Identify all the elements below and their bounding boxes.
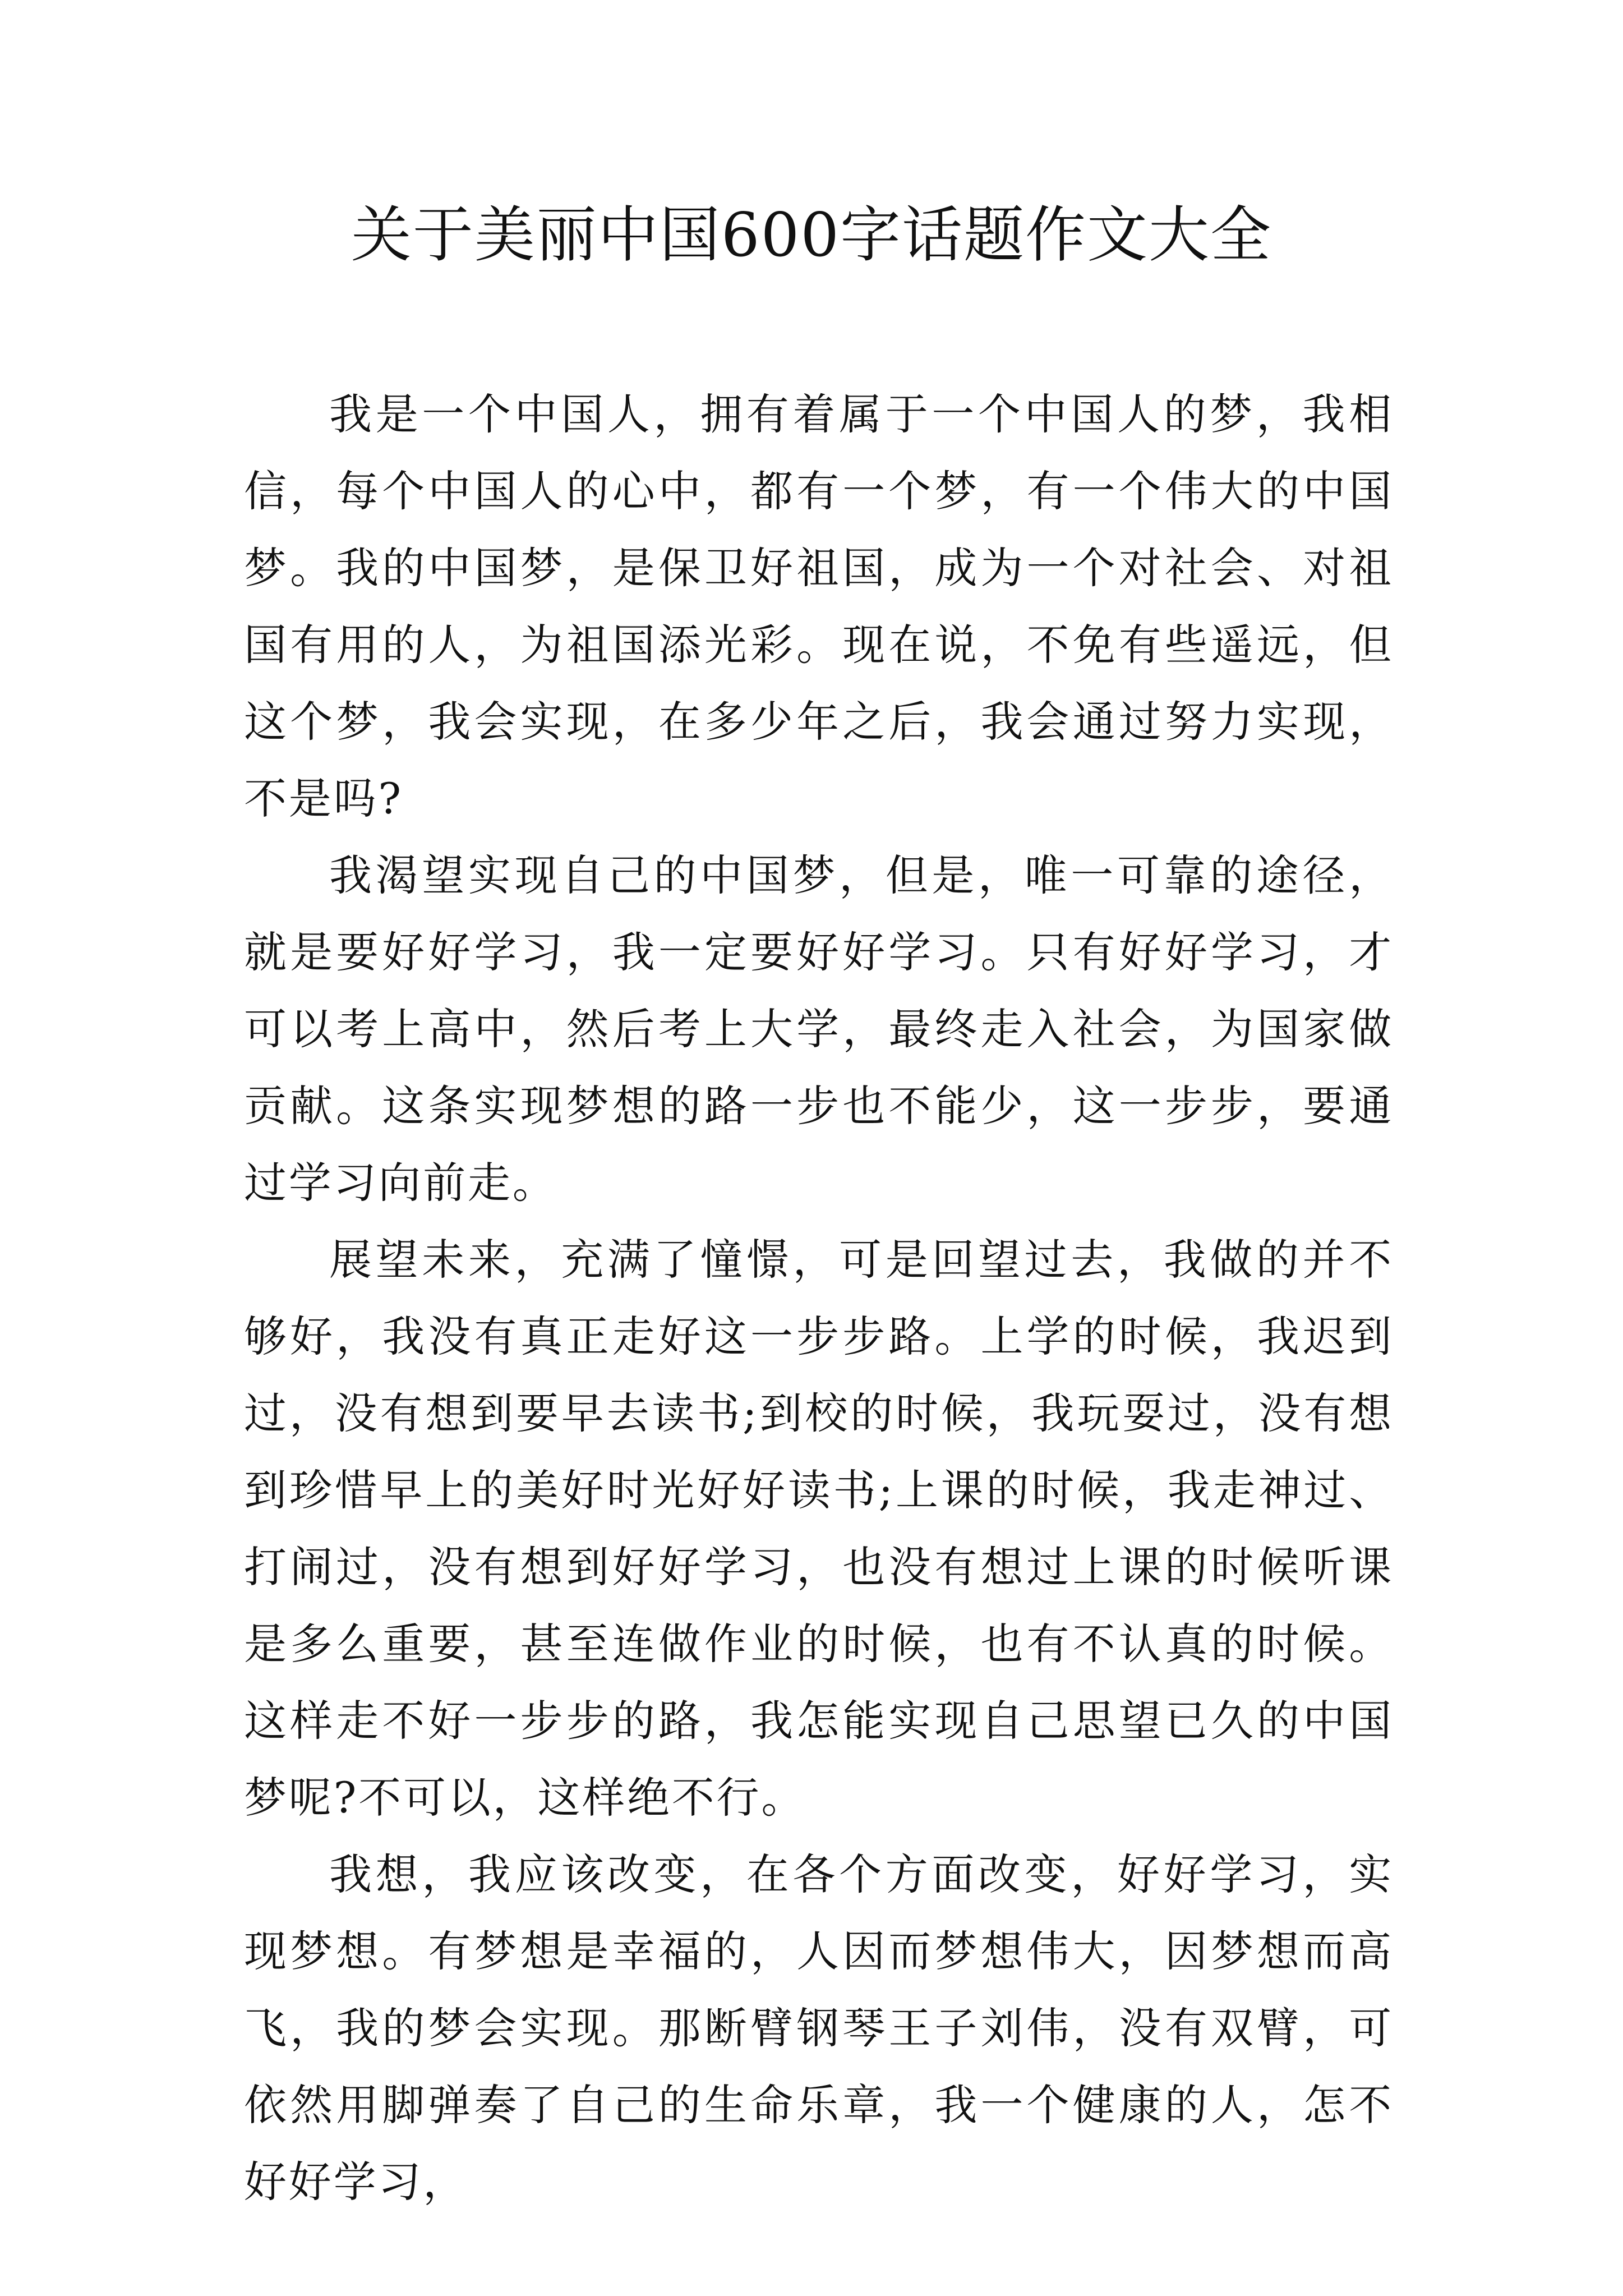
document-body bbox=[244, 376, 1394, 2220]
paragraph-3: 展望未来，充满了憧憬，可是回望过去，我做的并不够好，我没有真正走好这一步步路。上学的时候，我迟到过，没有想到要早去读书;到校的时候，我玩耍过，没有想到珍惜早上的美好时光好好读书;上课的时候，我走神过、打闹过，没有想到好好学习，也没有想过上课的时候听课是多么重要，甚至连做作业的时候，也有不认真的时候。这样走不好一步步的路，我怎能实现自己思望已久的中国梦呢?不可以，这样绝不行。 bbox=[244, 1235, 1394, 1823]
paragraph-4: 我想，我应该改变，在各个方面改变，好好学习，实现梦想。有梦想是幸福的，人因而梦想伟大，因梦想而高飞，我的梦会实现。那断臂钢琴王子刘伟，没有双臂，可依然用脚弹奏了自己的生命乐章，我一个健康的人，怎不好好学习， bbox=[244, 1849, 1394, 2207]
paragraph-1: 我是一个中国人，拥有着属于一个中国人的梦，我相信，每个中国人的心中，都有一个梦，有一个伟大的中国梦。我的中国梦，是保卫好祖国，成为一个对社会、对祖国有用的人，为祖国添光彩。现在说，不免有些遥远，但这个梦，我会实现，在多少年之后，我会通过努力实现，不是吗? bbox=[244, 389, 1394, 823]
document-title: 关于美丽中国600字话题作文大全 bbox=[351, 200, 1272, 270]
paragraph-2: 我渴望实现自己的中国梦，但是，唯一可靠的途径，就是要好好学习，我一定要好好学习。只有好好学习，才可以考上高中，然后考上大学，最终走入社会，为国家做贡献。这条实现梦想的路一步也不能少，这一步步，要通过学习向前走。 bbox=[244, 850, 1394, 1208]
